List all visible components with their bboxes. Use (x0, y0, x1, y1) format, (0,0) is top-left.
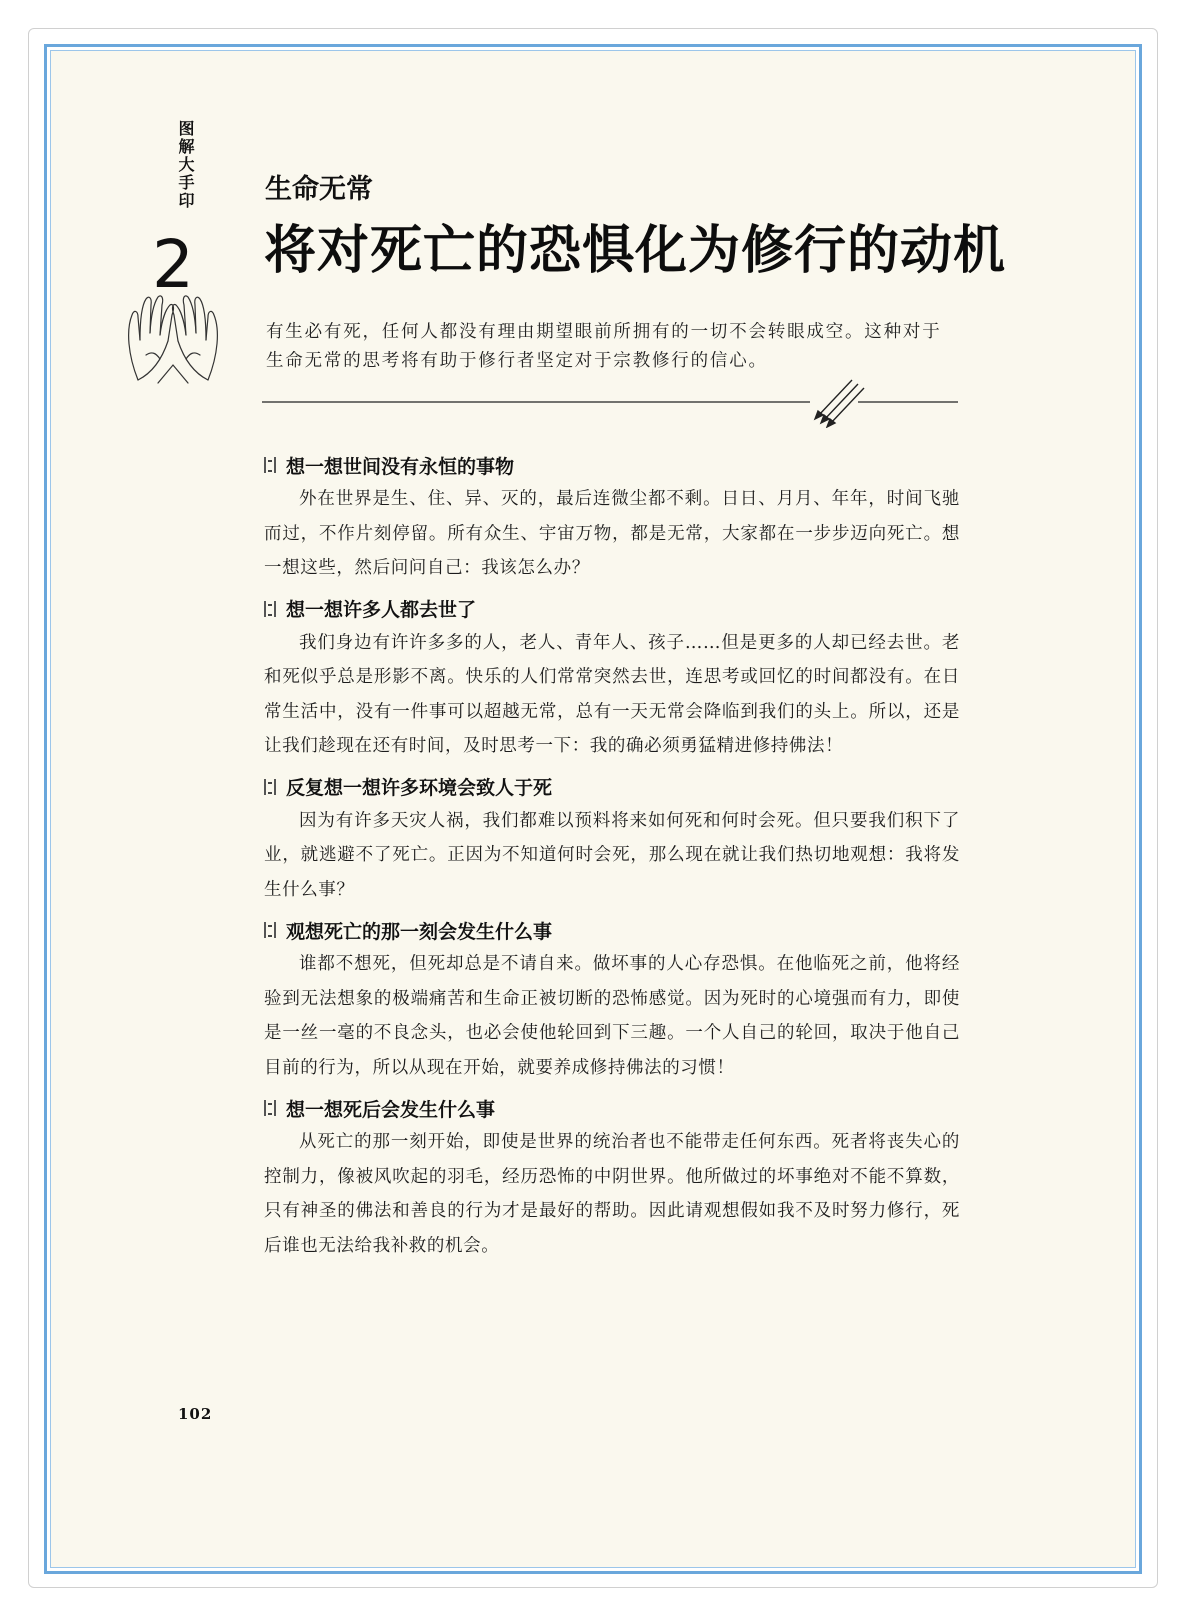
section-heading: 想一想死后会发生什么事 (286, 1098, 496, 1121)
section-4 (264, 913, 960, 1085)
page-number: 102 (178, 1405, 213, 1423)
section-bullet-icon (264, 922, 276, 938)
section-heading: 反复想一想许多环境会致人于死 (286, 777, 553, 799)
section-bullet-icon (264, 457, 276, 473)
section-heading: 想一想世间没有永恒的事物 (286, 455, 515, 478)
section-bullet-icon (264, 601, 276, 617)
book-side-title: 图解大手印 (176, 120, 195, 210)
section-text: 谁都不想死，但死却总是不请自来。做坏事的人心存恐惧。在他临死之前，他将经验到无法想象的极端痛苦和生命正被切断的恐怖感觉。因为死时的心境强而有力，即使是一丝一毫的不良念头，也必会使他轮回到下三趣。一个人自己的轮回，取决于他自己目前的行为，所以从现在开始，就要养成修持佛法的习惯！ (264, 954, 960, 1078)
arrow-divider (262, 378, 958, 428)
subtitle: 生命无常 (265, 174, 373, 205)
section-heading: 观想死亡的那一刻会发生什么事 (286, 920, 553, 943)
mudra-hands-illustration (118, 285, 228, 390)
chapter-number: 2 (152, 226, 194, 303)
section-bullet-icon (264, 779, 276, 795)
section-2 (264, 592, 960, 764)
section-heading: 想一想许多人都去世了 (286, 599, 477, 621)
section-text: 因为有许多天灾人祸，我们都难以预料将来如何死和何时会死。但只要我们积下了业，就逃避不了死亡。正因为不知道何时会死，那么现在就让我们热切地观想：我将发生什么事？ (264, 810, 960, 900)
section-1 (264, 448, 960, 586)
section-text: 从死亡的那一刻开始，即使是世界的统治者也不能带走任何东西。死者将丧失心的控制力，像被风吹起的羽毛，经历恐怖的中阴世界。他所做过的坏事绝对不能不算数，只有神圣的佛法和善良的行为才是最好的帮助。因此请观想假如我不及时努力修行，死后谁也无法给我补救的机会。 (264, 1132, 960, 1256)
section-bullet-icon (264, 1100, 276, 1116)
section-5 (264, 1091, 960, 1263)
intro-paragraph: 有生必有死，任何人都没有理由期望眼前所拥有的一切不会转眼成空。这种对于生命无常的思考将有助于修行者坚定对于宗教修行的信心。 (266, 322, 942, 371)
article-body (264, 448, 960, 1269)
section-3 (264, 770, 960, 908)
section-text: 我们身边有许许多多的人，老人、青年人、孩子……但是更多的人却已经去世。老和死似乎总是形影不离。快乐的人们常常突然去世，连思考或回忆的时间都没有。在日常生活中，没有一件事可以超越无常，总有一天无常会降临到我们的头上。所以，还是让我们趁现在还有时间，及时思考一下：我的确必须勇猛精进修持佛法！ (264, 632, 960, 756)
page-title: 将对死亡的恐惧化为修行的动机 (264, 220, 1007, 281)
section-text: 外在世界是生、住、异、灭的，最后连微尘都不剩。日日、月月、年年，时间飞驰而过，不作片刻停留。所有众生、宇宙万物，都是无常，大家都在一步步迈向死亡。想一想这些，然后问问自己：我该怎么办？ (264, 489, 960, 578)
